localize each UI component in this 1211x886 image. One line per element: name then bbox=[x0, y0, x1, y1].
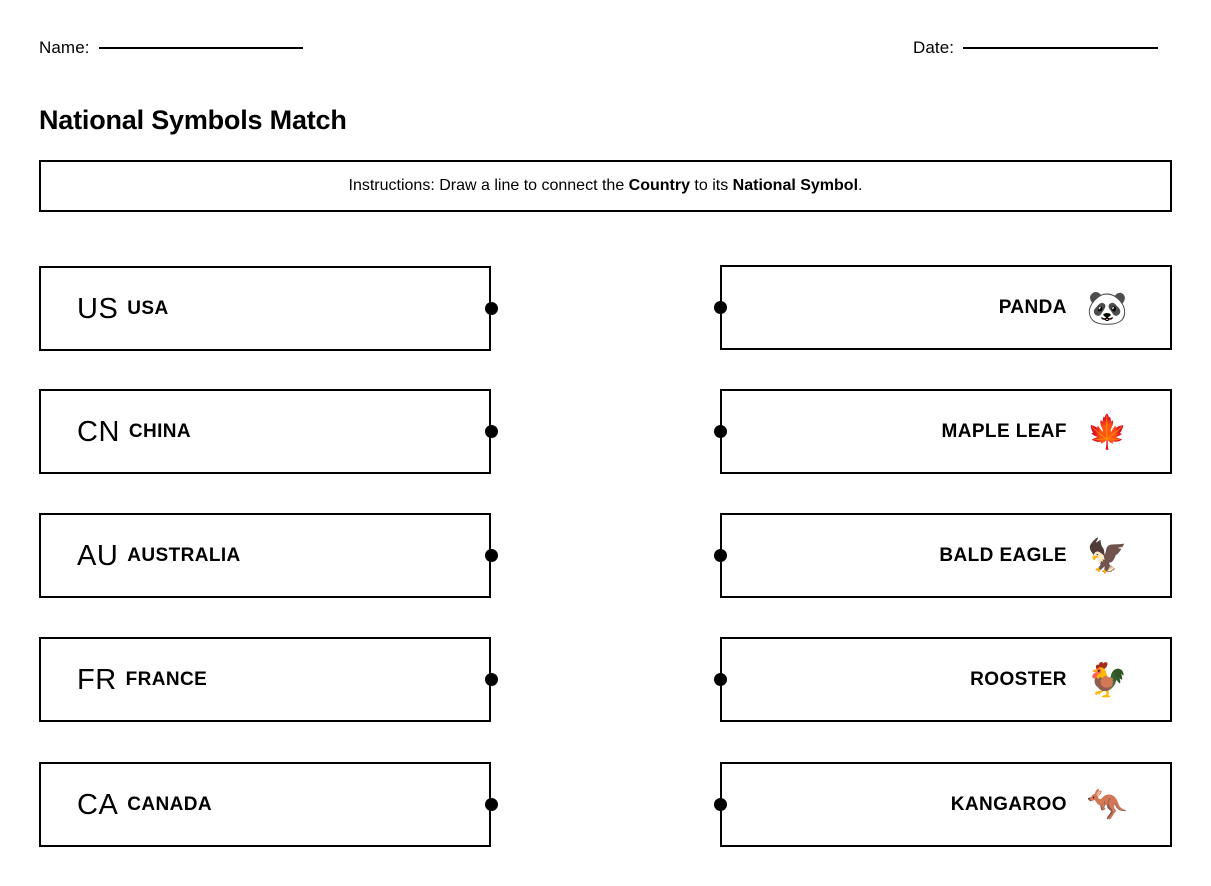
name-label: Name: bbox=[39, 38, 90, 57]
symbol-card[interactable] bbox=[720, 389, 1172, 474]
eagle-icon: 🦅 bbox=[1086, 536, 1128, 574]
country-name: CHINA bbox=[128, 420, 192, 442]
connector-dot-country[interactable] bbox=[485, 549, 498, 562]
country-code: US bbox=[77, 292, 119, 325]
country-code: FR bbox=[77, 663, 117, 696]
symbol-name: MAPLE LEAF bbox=[941, 420, 1067, 442]
instructions-bold-symbol: National Symbol bbox=[732, 177, 859, 194]
country-card[interactable] bbox=[39, 762, 491, 847]
symbol-name: KANGAROO bbox=[950, 793, 1067, 815]
instructions-prefix: Instructions: Draw a line to connect the bbox=[348, 177, 629, 194]
connector-dot-symbol[interactable] bbox=[714, 798, 727, 811]
instructions-bold-country: Country bbox=[628, 177, 690, 194]
symbol-name: PANDA bbox=[998, 296, 1067, 318]
connector-dot-country[interactable] bbox=[485, 673, 498, 686]
symbol-card[interactable] bbox=[720, 513, 1172, 598]
symbol-card[interactable] bbox=[720, 637, 1172, 722]
connector-dot-symbol[interactable] bbox=[714, 673, 727, 686]
symbol-card[interactable] bbox=[720, 762, 1172, 847]
country-name: CANADA bbox=[127, 793, 213, 815]
instructions-suffix: . bbox=[858, 177, 863, 194]
instructions-middle: to its bbox=[689, 177, 733, 194]
connector-dot-country[interactable] bbox=[485, 798, 498, 811]
connector-dot-country[interactable] bbox=[485, 302, 498, 315]
country-card[interactable] bbox=[39, 513, 491, 598]
country-card[interactable] bbox=[39, 637, 491, 722]
page-title: National Symbols Match bbox=[39, 105, 347, 135]
panda-icon: 🐼 bbox=[1086, 288, 1128, 326]
symbol-card[interactable] bbox=[720, 265, 1172, 350]
connector-dot-symbol[interactable] bbox=[714, 549, 727, 562]
connector-dot-country[interactable] bbox=[485, 425, 498, 438]
rooster-icon: 🐓 bbox=[1086, 660, 1128, 698]
country-card[interactable] bbox=[39, 389, 491, 474]
connector-dot-symbol[interactable] bbox=[714, 425, 727, 438]
maple-leaf-icon: 🍁 bbox=[1086, 412, 1128, 450]
symbol-name: BALD EAGLE bbox=[939, 544, 1067, 566]
country-code: CA bbox=[77, 788, 119, 821]
country-name: FRANCE bbox=[125, 668, 208, 690]
kangaroo-icon: 🦘 bbox=[1086, 785, 1128, 823]
country-code: AU bbox=[77, 539, 119, 572]
connector-dot-symbol[interactable] bbox=[714, 301, 727, 314]
country-card[interactable] bbox=[39, 266, 491, 351]
date-label: Date: bbox=[913, 38, 955, 57]
country-code: CN bbox=[77, 415, 120, 448]
country-name: USA bbox=[127, 297, 169, 319]
symbol-name: ROOSTER bbox=[970, 668, 1067, 690]
country-name: AUSTRALIA bbox=[127, 544, 241, 566]
